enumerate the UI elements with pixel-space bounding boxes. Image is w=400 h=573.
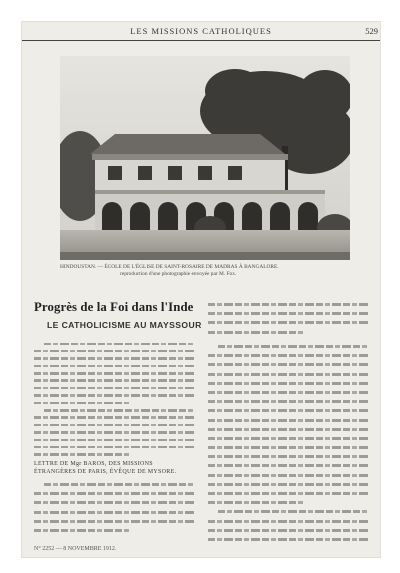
photo-caption — [60, 264, 350, 278]
header-rule — [22, 40, 380, 41]
photograph-image — [60, 56, 350, 260]
right-column-text-block-2 — [208, 342, 368, 544]
magazine-page — [22, 22, 380, 557]
left-column-text-block-2 — [34, 480, 194, 535]
caption-title: HINDOUSTAN. — ÉCOLE DE L'ÉGLISE DE SAINT-ROSAIRE DE MADRAS À BANGALORE. — [60, 264, 279, 270]
letter-heading: LETTRE DE Mgr BAROS, DES MISSIONS ÉTRANGÈRES DE PARIS, ÉVÊQUE DE MYSORE. — [34, 461, 177, 475]
issue-footer: N° 2252 — 8 NOVEMBRE 1912. — [34, 546, 117, 552]
article-headline: Progrès de la Foi dans l'Inde — [34, 300, 194, 314]
right-column-text-block-1 — [208, 300, 368, 337]
running-title: LES MISSIONS CATHOLIQUES — [130, 26, 272, 36]
article-subhead: LE CATHOLICISME AU MAYSSOUR — [47, 320, 202, 330]
running-head — [22, 26, 380, 40]
caption-credit: reproduction d'une photographie envoyée par M. Fox. — [120, 271, 237, 278]
page-number: 529 — [365, 26, 378, 36]
left-column-text-block-1 — [34, 340, 194, 458]
school-photograph — [60, 56, 350, 260]
